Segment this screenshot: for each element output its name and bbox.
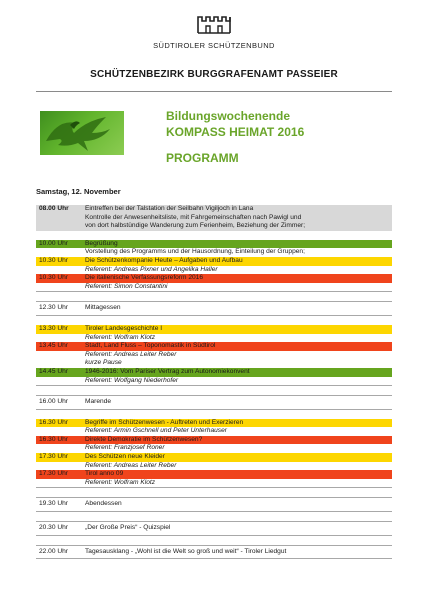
schedule-time: [36, 377, 82, 386]
speaker: Referent: Wolfgang Niederhofer: [85, 376, 179, 384]
schedule-row: [36, 301, 392, 316]
castle-logo-icon: [197, 14, 231, 34]
schedule-title: „Der Große Preis“ - Quizspiel: [85, 524, 171, 532]
schedule-title: Marende: [85, 398, 112, 406]
schedule-time: 16.30 Uhr: [39, 435, 68, 443]
schedule-time: [36, 359, 82, 368]
speaker: Referent: Wolfram Klotz: [85, 478, 155, 486]
schedule-row: [36, 334, 392, 343]
schedule-title: Tiroler Landesgeschichte I: [85, 324, 163, 332]
schedule-row: [36, 427, 392, 436]
schedule-time: 14.45 Uhr: [39, 367, 68, 375]
schedule-time: [36, 248, 82, 257]
schedule-row: [36, 325, 392, 334]
speaker: Referent: Franzjosef Roner: [85, 444, 165, 452]
speaker: Referent: Armin Gschnell und Peter Unterhauser: [85, 427, 227, 435]
schedule-time: 22.00 Uhr: [39, 547, 68, 555]
schedule-row: [36, 395, 392, 410]
pause-note: kurze Pause: [85, 359, 122, 367]
schedule-title: Begriffe im Schützenwesen - Auftreten und Exerzieren: [85, 418, 244, 426]
schedule-time: [36, 266, 82, 275]
schedule-time: 13.45 Uhr: [39, 342, 68, 350]
schedule-time: [36, 334, 82, 343]
schedule-table: [36, 205, 392, 559]
schedule-time: 10.30 Uhr: [39, 274, 68, 282]
organization-name: SÜDTIROLER SCHÜTZENBUND: [153, 41, 275, 50]
speaker: Referent: Andreas Pixner und Angelika Haller: [85, 265, 218, 273]
description-line: Kontrolle der Anwesenheitsliste, mit Fahrgemeinschaften nach Pawigl und: [85, 213, 302, 221]
divider: [36, 91, 392, 92]
speaker: Referent: Andreas Leiter Reber: [85, 461, 177, 469]
schedule-row: [36, 359, 392, 368]
logo: [0, 14, 428, 34]
schedule-row: [36, 545, 392, 560]
schedule-row: [36, 283, 392, 293]
schedule-title: Des Schützen neue Kleider: [85, 453, 165, 461]
schedule-date: Samstag, 12. November: [36, 187, 121, 196]
schedule-time: 10.30 Uhr: [39, 256, 68, 264]
schedule-title: Tirol anno 09: [85, 470, 124, 478]
schedule-row: [36, 479, 392, 489]
schedule-row: [36, 274, 392, 283]
schedule-time: 17.30 Uhr: [39, 453, 68, 461]
schedule-title: Die italienische Verfassungsreform 2016: [85, 274, 204, 282]
spacer: [36, 410, 392, 419]
schedule-time: 08.00 Uhr: [39, 205, 69, 212]
schedule-time: [36, 462, 82, 471]
schedule-time: [36, 427, 82, 436]
spacer: [36, 316, 392, 325]
schedule-title: Stadt, Land Fluss – Toponomastik in Südtirol: [85, 342, 216, 350]
schedule-title: Direkte Demokratie im Schützenwesen?: [85, 435, 203, 443]
schedule-title: Die Schützenkompanie Heute – Aufgaben und Aufbau: [85, 256, 243, 264]
schedule-time: 10.00 Uhr: [39, 239, 68, 247]
description-line: Eintreffen bei der Talstation der Seilbahn Vigiljoch in Lana: [85, 205, 254, 212]
schedule-time: 13.30 Uhr: [39, 324, 68, 332]
schedule-time: 19.30 Uhr: [39, 500, 68, 508]
speaker: Referent: Wolfram Klotz: [85, 333, 155, 341]
schedule-row: [36, 453, 392, 462]
schedule-title: Mittagessen: [85, 304, 121, 312]
schedule-title: Tagesausklang - „Wohl ist die Welt so groß und weit“ - Tiroler Liedgut: [85, 547, 287, 555]
schedule-time: [36, 351, 82, 360]
spacer: [36, 231, 392, 240]
schedule-row: [36, 497, 392, 512]
schedule-row: [36, 368, 392, 377]
schedule-time: [36, 444, 82, 453]
schedule-description: Vorstellung des Programms und der Hausordnung, Einteilung der Gruppen;: [85, 248, 305, 256]
schedule-description: [82, 205, 392, 231]
schedule-time: 20.30 Uhr: [39, 524, 68, 532]
schedule-row: [36, 521, 392, 536]
spacer: [36, 386, 392, 395]
schedule-row: [36, 444, 392, 453]
schedule-row: [36, 419, 392, 428]
district-title: SCHÜTZENBEZIRK BURGGRAFENAMT PASSEIER: [90, 69, 338, 80]
program-heading: PROGRAMM: [166, 151, 239, 165]
schedule-row: [36, 240, 392, 249]
schedule-time: 16.00 Uhr: [39, 398, 68, 406]
schedule-row: [36, 470, 392, 479]
schedule-row: [36, 248, 392, 257]
schedule-row: [36, 351, 392, 360]
schedule-time: 16.30 Uhr: [39, 418, 68, 426]
description-line: von dort halbstündige Wanderung zum Ferienheim, Beziehung der Zimmer;: [85, 222, 306, 230]
speaker: Referent: Andreas Leiter Reber: [85, 350, 177, 358]
spacer: [36, 536, 392, 545]
eagle-image: [40, 111, 124, 155]
schedule-row: [36, 266, 392, 275]
schedule-row: [36, 377, 392, 387]
schedule-row: [36, 205, 392, 231]
schedule-row: [36, 257, 392, 266]
schedule-row: [36, 342, 392, 351]
schedule-time: 12.30 Uhr: [39, 304, 68, 312]
schedule-time: [36, 283, 82, 292]
schedule-title: 1946-2016: Vom Pariser Vertrag zum Autonomiekonvent: [85, 367, 250, 375]
spacer: [36, 512, 392, 521]
speaker: Referent: Simon Constantini: [85, 282, 168, 290]
event-title: Bildungswochenende: [166, 109, 291, 123]
schedule-title: Abendessen: [85, 500, 122, 508]
schedule-time: 17.30 Uhr: [39, 470, 68, 478]
schedule-row: [36, 462, 392, 471]
spacer: [36, 292, 392, 301]
eagle-icon: [40, 111, 124, 155]
schedule-time: [36, 479, 82, 488]
schedule-title: Begrüßung: [85, 239, 118, 247]
schedule-row: [36, 436, 392, 445]
spacer: [36, 488, 392, 497]
event-subtitle: KOMPASS HEIMAT 2016: [166, 125, 305, 139]
